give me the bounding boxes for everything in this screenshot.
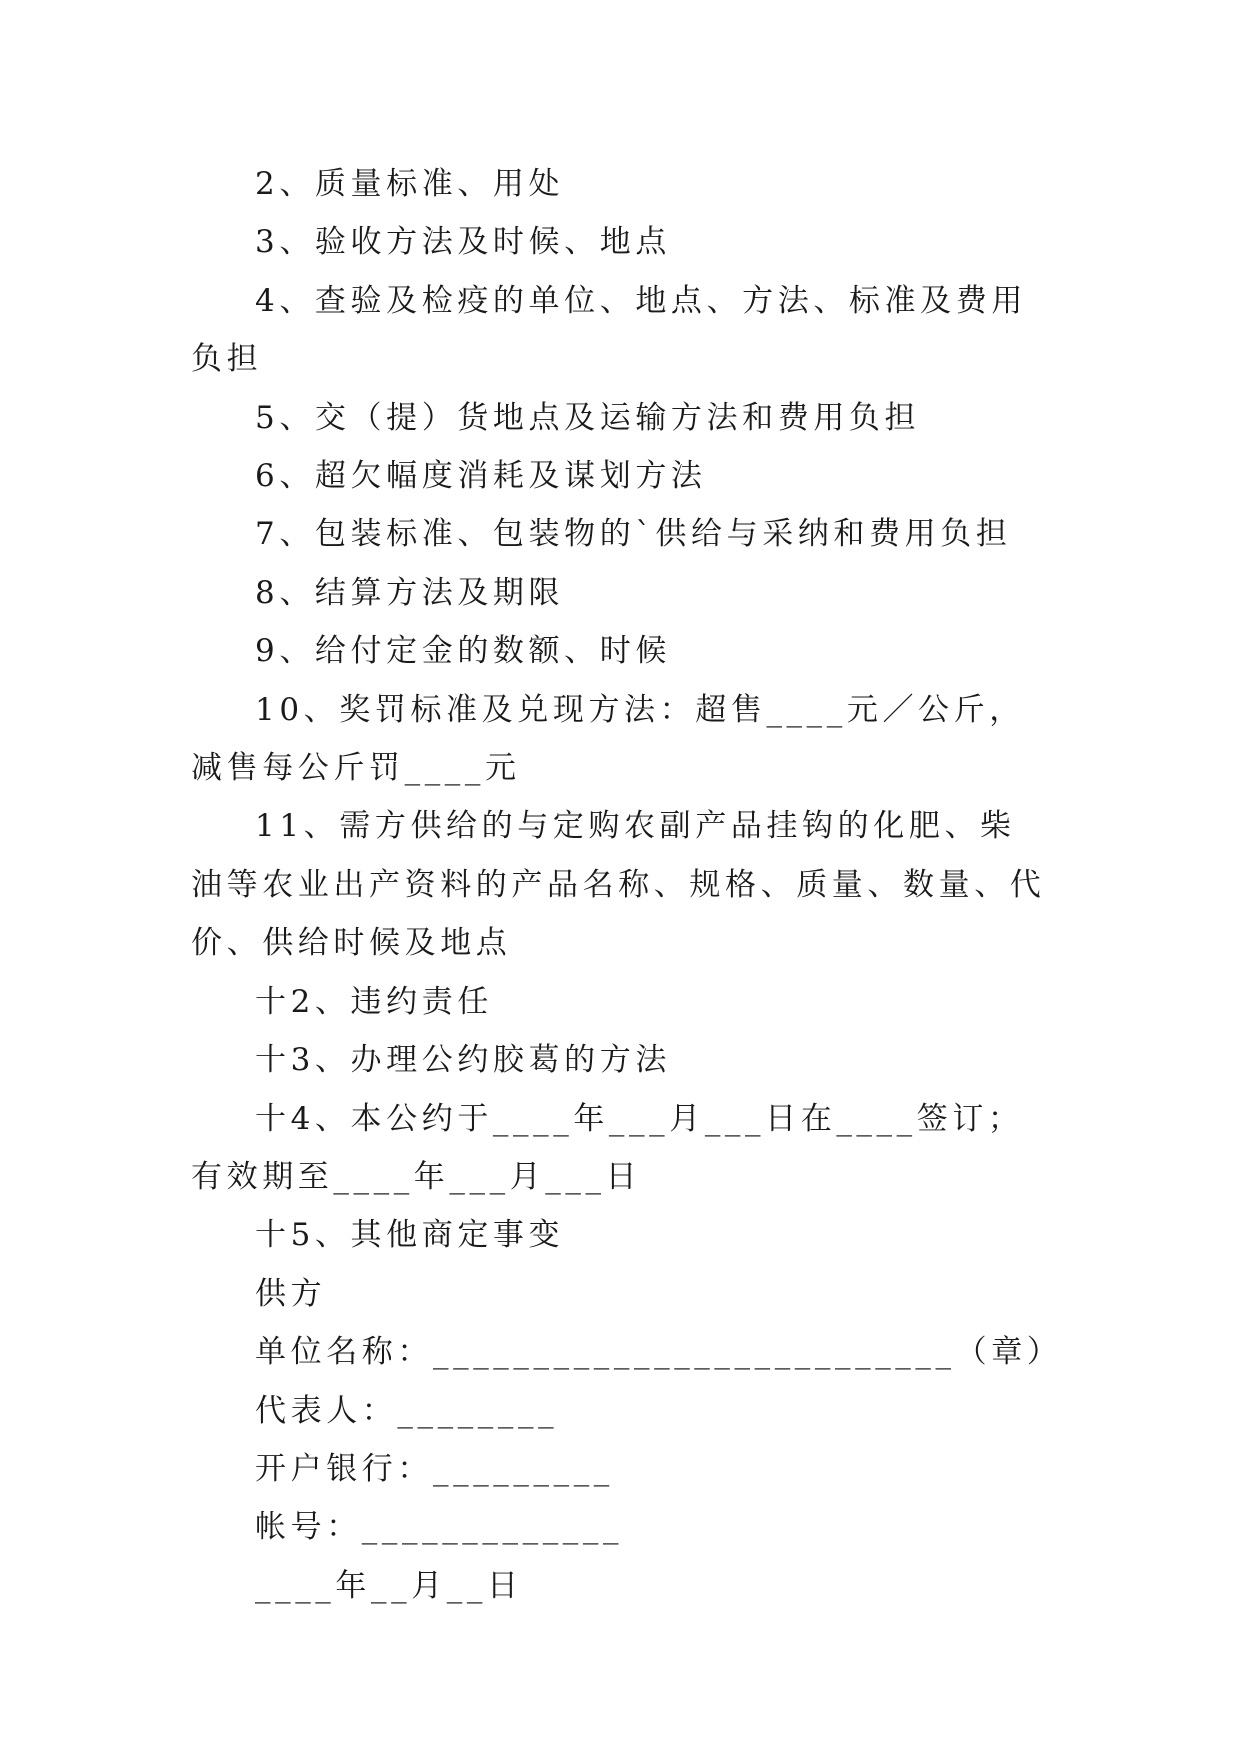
supplier-date-field: ____年__月__日: [255, 1567, 523, 1604]
clause-13-disputes: 十3、办理公约胶葛的方法: [255, 1042, 671, 1079]
supplier-heading: 供方: [255, 1275, 327, 1312]
clause-3-acceptance: 3、验收方法及时候、地点: [255, 224, 671, 261]
clause-14-signing-validity: 十4、本公约于____年___月___日在____签订；有效期至____年___月___日: [191, 1100, 1024, 1195]
clause-5-delivery: 5、交（提）货地点及运输方法和费用负担: [255, 399, 921, 436]
supplier-bank-field: 开户银行：_________: [255, 1450, 614, 1487]
supplier-unit-name-field: 单位名称：__________________________（章）: [255, 1334, 1063, 1371]
clause-6-tolerance: 6、超欠幅度消耗及谋划方法: [255, 458, 707, 495]
clause-7-packaging: 7、包装标准、包装物的`供给与采纳和费用负担: [255, 516, 1012, 553]
supplier-representative-field: 代表人：________: [255, 1392, 559, 1429]
document-body: [191, 155, 1063, 1615]
clause-15-other-matters: 十5、其他商定事变: [255, 1217, 565, 1254]
clause-8-settlement: 8、结算方法及期限: [255, 574, 565, 611]
supplier-account-field: 帐号：_____________: [255, 1509, 624, 1546]
clause-9-deposit: 9、给付定金的数额、时候: [255, 633, 671, 670]
clause-2-quality: 2、质量标准、用处: [255, 166, 565, 202]
clause-12-liability: 十2、违约责任: [255, 983, 493, 1020]
clause-11-supplies: 11、需方供给的与定购农副产品挂钩的化肥、柴油等农业出产资料的产品名称、规格、质量、数量、代价、供给时候及地点: [191, 808, 1046, 962]
clause-10-rewards-penalties: 10、奖罚标准及兑现方法：超售____元／公斤，减售每公斤罚____元: [191, 691, 1025, 787]
clause-4-inspection: 4、查验及检疫的单位、地点、方法、标准及费用负担: [191, 282, 1027, 378]
